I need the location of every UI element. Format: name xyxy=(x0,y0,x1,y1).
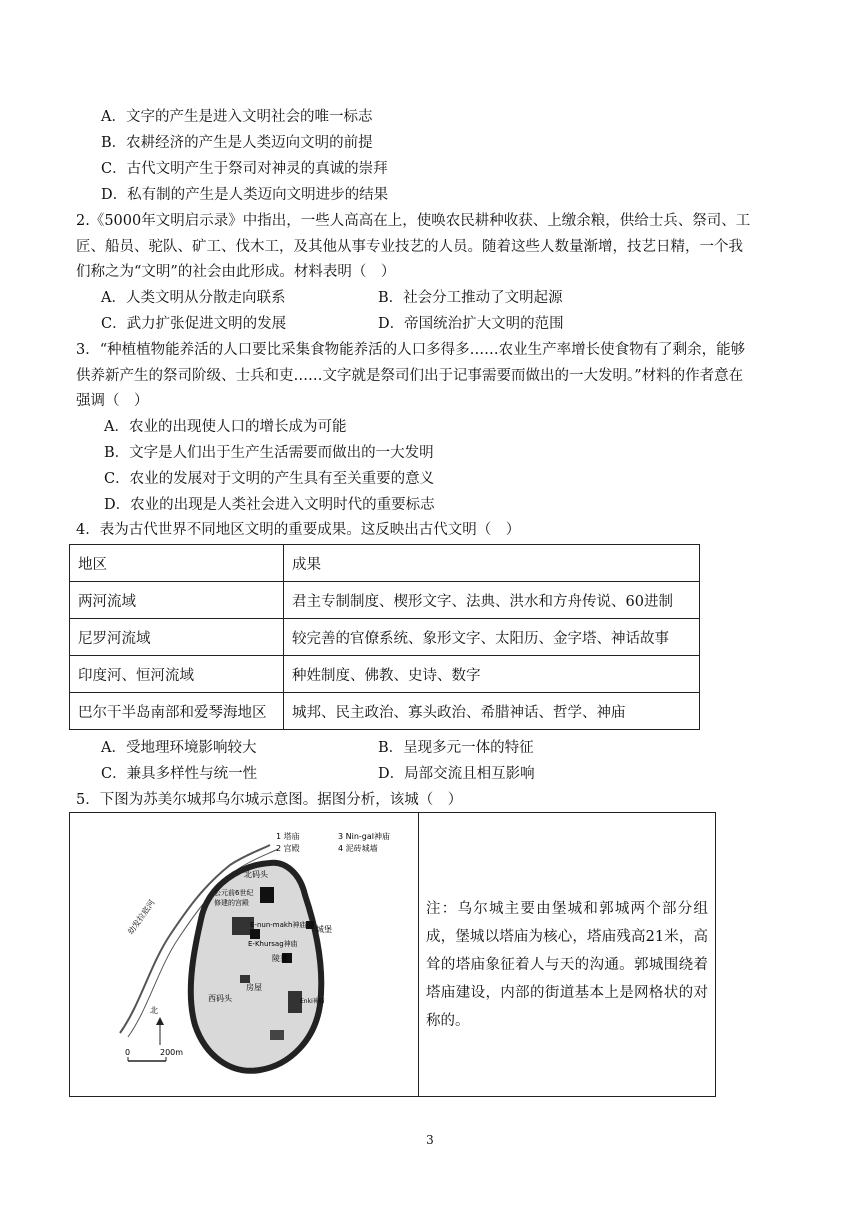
q3-stem-line-2: 供养新产生的祭司阶级、士兵和吏……文字就是祭司们出于记事需要而做出的一大发明。”材料的作者意在 xyxy=(76,368,744,384)
table-header-achievement: 成果 xyxy=(284,545,700,582)
q2-option-a: A．人类文明从分散走向联系 xyxy=(101,290,286,306)
table-cell-region: 两河流域 xyxy=(70,582,284,619)
table-cell-region: 印度河、恒河流域 xyxy=(70,656,284,693)
enki-label: Enki神庙 xyxy=(300,998,325,1005)
table-row xyxy=(70,619,700,656)
table-cell-achievement: 较完善的官僚系统、象形文字、太阳历、金字塔、神话故事 xyxy=(284,619,700,656)
palace-block xyxy=(260,887,274,903)
castle-block xyxy=(306,921,314,929)
table-cell-region: 尼罗河流域 xyxy=(70,619,284,656)
q2-option-c: C．武力扩张促进文明的发展 xyxy=(101,316,287,332)
table-row xyxy=(70,582,700,619)
table-cell-region: 巴尔干半岛南部和爱琴海地区 xyxy=(70,693,284,730)
mud-brick-city-wall xyxy=(191,863,322,1071)
q3-stem-line-1: 3．“种植植物能养活的人口要比采集食物能养活的人口多得多……农业生产率增长使食物有了剩余，能够 xyxy=(76,342,746,358)
q1-option-b: B．农耕经济的产生是人类迈向文明的前提 xyxy=(101,135,373,151)
q2-option-b: B．社会分工推动了文明起源 xyxy=(378,290,563,306)
scale-zero-label: 0 xyxy=(125,1048,131,1057)
q1-option-a: A．文字的产生是进入文明社会的唯一标志 xyxy=(101,109,373,125)
table-cell-achievement: 城邦、民主政治、寡头政治、希腊神话、哲学、神庙 xyxy=(284,693,700,730)
table-cell-achievement: 种姓制度、佛教、史诗、数字 xyxy=(284,656,700,693)
q3-option-b: B．文字是人们出于生产生活需要而做出的一大发明 xyxy=(104,445,434,461)
palace-label: 公元前6世纪 xyxy=(214,889,254,897)
q3-option-d: D．农业的出现是人类社会进入文明时代的重要标志 xyxy=(104,497,435,513)
q4-option-a: A．受地理环境影响较大 xyxy=(101,740,257,756)
north-label: 北 xyxy=(150,1006,158,1015)
page-number: 3 xyxy=(426,1133,434,1147)
q4-table xyxy=(69,544,700,730)
q4-option-c: C．兼具多样性与统一性 xyxy=(101,766,258,782)
q2-stem-line-2: 匠、船员、驼队、矿工、伐木工，及其他从事专业技艺的人员。随着这些人数量渐增，技艺日精，一个我 xyxy=(76,239,743,255)
figure-divider xyxy=(418,813,419,1096)
west-harbor-label: 西码头 xyxy=(208,994,232,1003)
castle-label: 城堡 xyxy=(316,925,332,934)
houses-block xyxy=(240,975,250,983)
q3-option-c: C．农业的发展对于文明的产生具有至关重要的意义 xyxy=(104,471,435,487)
q5-figure-box xyxy=(69,812,716,1097)
legend-wall: 4 泥砖城墙 xyxy=(338,844,378,853)
q2-option-d: D．帝国统治扩大文明的范围 xyxy=(378,316,564,332)
palace-label-2: 修建的宫殿 xyxy=(214,899,249,907)
q1-option-c: C．古代文明产生于祭司对神灵的真诚的崇拜 xyxy=(101,161,388,177)
table-cell-achievement: 君主专制制度、楔形文字、法典、洪水和方舟传说、60进制 xyxy=(284,582,700,619)
river-label: 幼发拉底河 xyxy=(126,898,157,937)
tomb-label: 陵墓 xyxy=(272,954,288,963)
q4-stem: 4．表为古代世界不同地区文明的重要成果。这反映出古代文明（ ） xyxy=(76,522,521,538)
table-header-region: 地区 xyxy=(70,545,284,582)
table-row xyxy=(70,656,700,693)
q4-option-b: B．呈现多元一体的特征 xyxy=(378,740,534,756)
q1-option-d: D．私有制的产生是人类迈向文明进步的结果 xyxy=(101,187,389,203)
ekhursag-label: E-Khursag神庙 xyxy=(248,940,298,948)
q5-stem: 5．下图为苏美尔城邦乌尔城示意图。据图分析，该城（ ） xyxy=(76,792,463,808)
temple-block xyxy=(250,929,260,939)
legend-ziggurat: 1 塔庙 xyxy=(276,832,300,841)
legend-ningal: 3 Nin-gal神庙 xyxy=(338,832,390,841)
table-header-row xyxy=(70,545,700,582)
south-block xyxy=(270,1030,284,1040)
q2-stem-line-1: 2.《5000年文明启示录》中指出，一些人高高在上，使唤农民耕种收获、上缴余粮，供给士兵、祭司、工 xyxy=(76,213,751,229)
ur-city-map xyxy=(110,825,410,1089)
houses-label: 房屋 xyxy=(246,983,262,992)
q3-stem-line-3: 强调（ ） xyxy=(76,393,149,409)
enunmakh-label: E-nun-makh神庙 xyxy=(250,921,307,929)
q5-note: 注：乌尔城主要由堡城和郭城两个部分组成，堡城以塔庙为核心，塔庙残高21米，高耸的塔庙象征着人与天的沟通。郭城围绕着塔庙建设，内部的街道基本上是网格状的对称的。 xyxy=(426,901,708,1029)
legend-palace: 2 宫殿 xyxy=(276,844,300,853)
north-arrow-head xyxy=(156,1017,164,1025)
table-row xyxy=(70,693,700,730)
q2-stem-line-3: 们称之为“文明”的社会由此形成。材料表明（ ） xyxy=(76,264,396,280)
q4-option-d: D．局部交流且相互影响 xyxy=(378,766,535,782)
north-harbor-label: 北码头 xyxy=(244,870,268,879)
scale-length-label: 200m xyxy=(160,1048,184,1057)
q3-option-a: A．农业的出现使人口的增长成为可能 xyxy=(104,419,347,435)
